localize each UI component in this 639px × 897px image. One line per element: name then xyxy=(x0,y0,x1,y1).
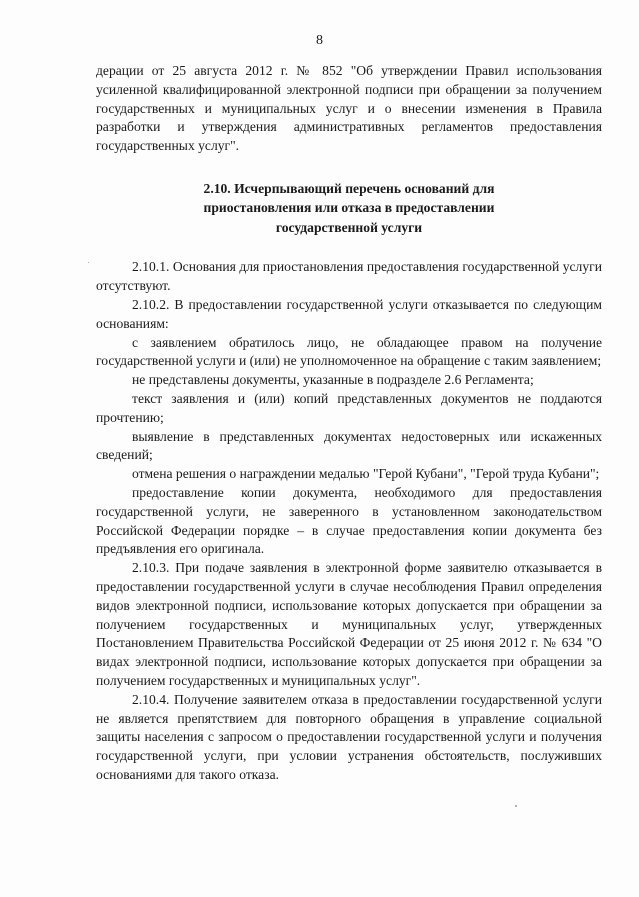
refusal-reason-item: отмена решения о награждении медалью "Герой Кубани", "Герой труда Кубани"; xyxy=(132,466,600,482)
document-body xyxy=(96,62,602,785)
page-number: 8 xyxy=(316,33,323,48)
refusal-reason-item: предоставление копии документа, необходимого для предоставления государственной услуги, не заверенного в установленном законодательством Российской Федерации порядке – в случае предоставления копии документа без предъявления его оригинала. xyxy=(96,485,602,557)
scan-speck xyxy=(88,262,89,263)
refusal-reason-item: не представлены документы, указанные в подразделе 2.6 Регламента; xyxy=(132,372,534,388)
paragraph-2-10-2: 2.10.2. В предоставлении государственной услуги отказывается по следующим основаниям: xyxy=(96,297,602,331)
paragraph-2-10-4: 2.10.4. Получение заявителем отказа в предоставлении государственной услуги не является препятствием для повторного обращения в управление социальной защиты населения с запросом о предоставлении государственной услуги и получения государственной услуги, при условии устранения обстоятельств, послуживших основаниями для такого отказа. xyxy=(96,691,602,782)
refusal-reason-item: с заявлением обратилось лицо, не обладающее правом на получение государственной услуги и (или) не уполномоченное на обращение с таким заявлением; xyxy=(96,334,602,369)
paragraph-2-10-1: 2.10.1. Основания для приостановления предоставления государственной услуги отсутствуют. xyxy=(96,259,602,294)
scan-speck xyxy=(515,805,517,807)
section-heading-line: приостановления или отказа в предоставлении xyxy=(203,200,495,216)
refusal-reason-item: выявление в представленных документах недостоверных или искаженных сведений; xyxy=(96,428,602,463)
section-heading xyxy=(96,179,602,238)
section-heading-line: государственной услуги xyxy=(275,219,423,235)
section-heading-line: 2.10. Исчерпывающий перечень оснований для xyxy=(203,180,495,196)
refusal-reason-item: текст заявления и (или) копий представленных документов не поддаются прочтению; xyxy=(96,391,602,425)
paragraph-2-10-3: 2.10.3. При подаче заявления в электронной форме заявителю отказывается в предоставлении государственной услуги в случае несоблюдения Правил определения видов электронной подписи, использование которых допускается при обращении за получением государственных и муниципальных услуг, утвержденных Постановлением Правительства Российской Федерации от 25 июня 2012 г. № 634 "О видах электронной подписи, использование которых допускается при обращении за получением государственных и муниципальных услуг". xyxy=(96,560,602,689)
intro-paragraph: дерации от 25 августа 2012 г. № 852 "Об утверждении Правил использования усиленной квалифицированной электронной подписи при обращении за получением государственных и муниципальных услуг и о внесении изменения в Правила разработки и утверждения административных регламентов предоставления государственных услуг". xyxy=(96,63,602,154)
